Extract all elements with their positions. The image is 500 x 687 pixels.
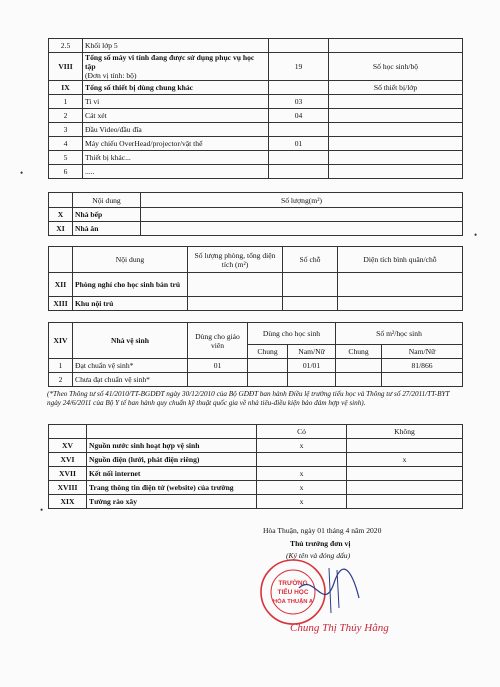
table-row: 1 Ti vi 03 <box>49 95 463 109</box>
svg-text:TIỂU HỌC: TIỂU HỌC <box>277 589 309 596</box>
header-content: Nội dung <box>73 193 141 208</box>
facility-check-table: Có Không XV Nguồn nước sinh hoạt hợp vệ sinh x XVI Nguồn điện (lưới, phát điện riêng) x XVII Kết nối internet x XVIII Trang thông tin điện tử (website) của trường x XIX Tường rào xây x <box>48 424 463 509</box>
table-row: XVIII Trang thông tin điện tử (website) của trường x <box>49 481 463 495</box>
table-row: 2 Cát xét 04 <box>49 109 463 123</box>
signer-name: Chung Thị Thúy Hằng <box>290 622 389 634</box>
place-date: Hòa Thuận, ngày 01 tháng 4 năm 2020 <box>263 526 382 535</box>
table-row: VIII Tổng số máy vi tính đang được sử dụng phục vụ học tập (Đơn vị tính: bộ) 19 Số học sinh/bộ <box>49 53 463 81</box>
equipment-table <box>48 38 463 179</box>
svg-text:HÒA THUẬN A: HÒA THUẬN A <box>272 599 314 605</box>
margin-mark: • <box>40 505 44 515</box>
table-row: IX Tổng số thiết bị dùng chung khác Số thiết bị/lớp <box>49 81 463 95</box>
signer-title: Thủ trưởng đơn vị <box>290 539 351 548</box>
toilet-table: XIV Nhà vệ sinh Dùng cho giáo viên Dùng cho học sinh Số m²/học sinh Chung Nam/Nữ Chung Nam/Nữ 1 Đạt chuẩn vệ sinh* 01 01/01 81/866 2 Chưa đạt chuẩn vệ sinh* <box>48 322 463 387</box>
legal-note: (*Theo Thông tư số 41/2010/TT-BGDĐT ngày 30/12/2010 của Bộ GDĐT ban hành Điều lệ trường tiểu học và Thông tư số 27/2011/TT-BYT ngày 24/6/2011 của Bộ Y tế ban hành quy chuẩn kỹ thuật quốc gia về nhà tiêu-điều kiện bảo đảm hợp vệ sinh). <box>47 390 450 407</box>
table-row: 6 ..... <box>49 165 463 179</box>
kitchen-table: Nội dung Số lượng(m²) X Nhà bếp XI Nhà ăn <box>48 192 463 236</box>
margin-mark: • <box>474 230 478 240</box>
boarding-table: Nội dung Số lượng phòng, tổng diện tích (m²) Số chỗ Diện tích bình quân/chỗ XII Phòng nghỉ cho học sinh bán trú XIII Khu nội trú <box>48 246 463 311</box>
table-row: 2.5 Khối lớp 5 <box>49 39 463 53</box>
table-row: 4 Máy chiếu OverHead/projector/vật thể 01 <box>49 137 463 151</box>
svg-text:TRƯỜNG: TRƯỜNG <box>278 580 308 587</box>
school-stamp <box>259 558 369 628</box>
table-row: XVII Kết nối internet x <box>49 467 463 481</box>
signature-hint: (Ký tên và đóng dấu) <box>286 551 351 560</box>
table-row: 3 Đầu Video/đầu đĩa <box>49 123 463 137</box>
table-row: 5 Thiết bị khác... <box>49 151 463 165</box>
table-row: XIX Tường rào xây x <box>49 495 463 509</box>
table-row: XVI Nguồn điện (lưới, phát điện riêng) x <box>49 453 463 467</box>
margin-mark: • <box>20 168 24 178</box>
table-row: XV Nguồn nước sinh hoạt hợp vệ sinh x <box>49 439 463 453</box>
header-qty: Số lượng(m²) <box>141 193 463 208</box>
